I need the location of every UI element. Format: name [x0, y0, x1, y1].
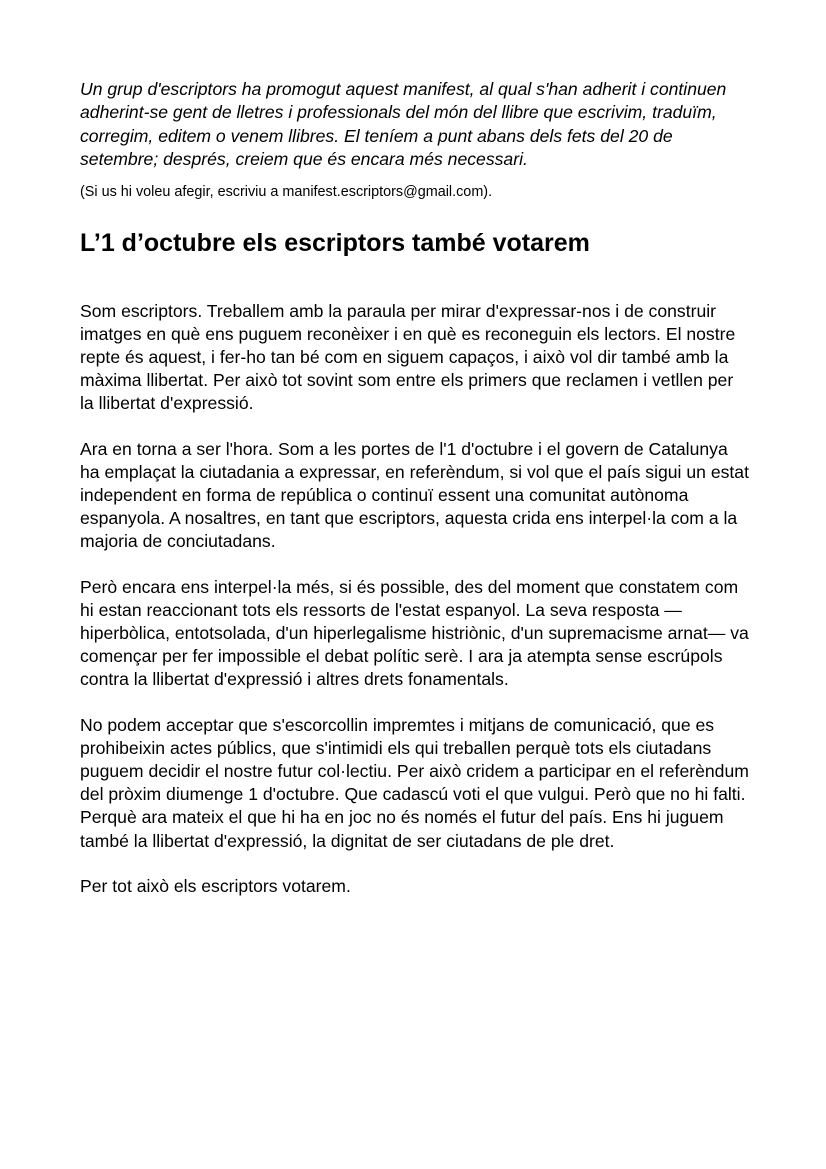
body-paragraph-3: Però encara ens interpel·la més, si és possible, des del moment que constatem com hi estan reaccionant tots els ressorts de l'estat espanyol. La seva resposta —hiperbòlica, entotsolada, d'un hiperlegalisme histriònic, d'un supremacisme arnat— va començar per fer impossible el debat polític serè. I ara ja atempta sense escrúpols contra la llibertat d'expressió i altres drets fonamentals. — [80, 576, 749, 690]
closing-paragraph: Per tot això els escriptors votarem. — [80, 875, 351, 896]
document-page — [80, 78, 750, 898]
body-paragraph-4: No podem acceptar que s'escorcollin impremtes i mitjans de comunicació, que es prohibeixin actes públics, que s'intimidi els qui treballen perquè tots els ciutadans puguem decidir el nostre futur col·lectiu. Per això cridem a participar en el referèndum del pròxim diumenge 1 d'octubre. Que cadascú voti el que vulgui. Però que no hi falti. Perquè ara mateix el que hi ha en joc no és només el futur del país. Ens hi juguem també la llibertat d'expressió, la dignitat de ser ciutadans de ple dret. — [80, 714, 749, 851]
body-paragraph-2: Ara en torna a ser l'hora. Som a les portes de l'1 d'octubre i el govern de Catalunya ha emplaçat la ciutadania a expressar, en referèndum, si vol que el país sigui un estat independent en forma de república o continuï essent una comunitat autònoma espanyola. A nosaltres, en tant que escriptors, aquesta crida ens interpel·la com a la majoria de conciutadans. — [80, 438, 749, 552]
intro-paragraph: Un grup d'escriptors ha promogut aquest manifest, al qual s'han adherit i continuen adherint-se gent de lletres i professionals del món del llibre que escrivim, traduïm, corregim, editem o venem llibres. El teníem a punt abans dels fets del 20 de setembre; després, creiem que és encara més necessari. — [80, 79, 727, 170]
manifesto-title: L’1 d’octubre els escriptors també votarem — [80, 228, 590, 257]
contact-note: (Si us hi voleu afegir, escriviu a manifest.escriptors@gmail.com). — [80, 183, 493, 200]
body-paragraph-1: Som escriptors. Treballem amb la paraula per mirar d'expressar-nos i de construir imatges en què ens puguem reconèixer i en què es reconeguin els lectors. El nostre repte és aquest, i fer-ho tan bé com en siguem capaços, i això vol dir també amb la màxima llibertat. Per això tot sovint som entre els primers que reclamen i vetllen per la llibertat d'expressió. — [80, 300, 736, 414]
